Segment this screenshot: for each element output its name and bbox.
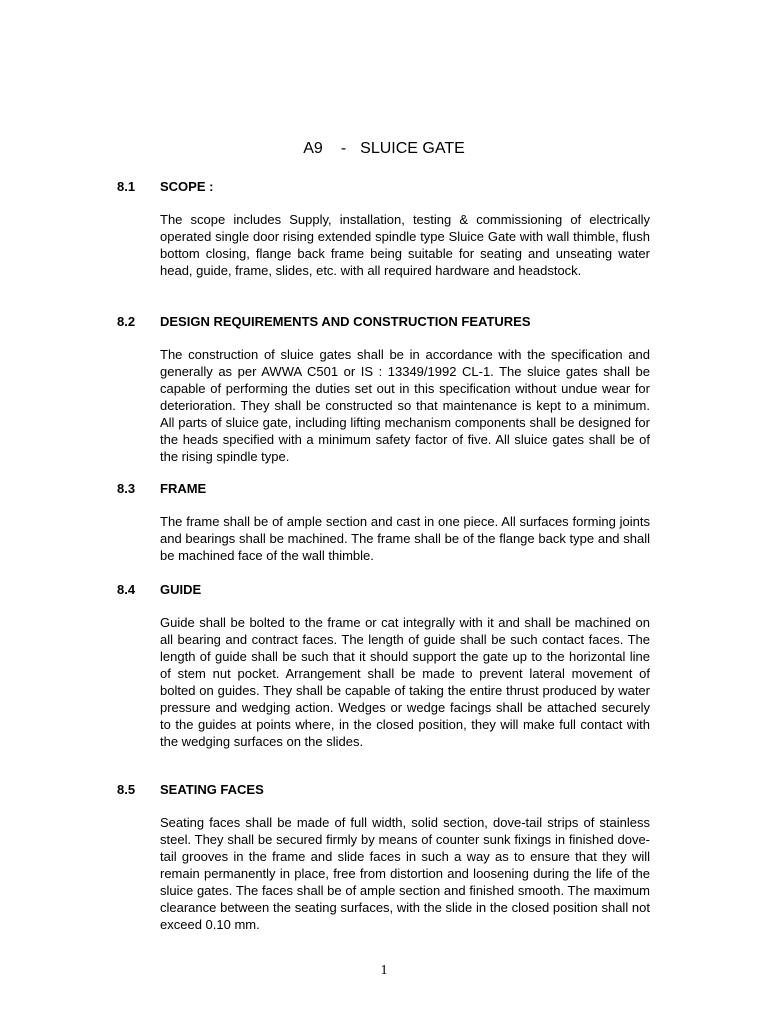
section-number: 8.4	[117, 582, 136, 597]
title-text: SLUICE GATE	[360, 140, 465, 157]
title-separator: -	[340, 140, 347, 157]
section-number: 8.3	[117, 481, 136, 496]
section-body-frame: The frame shall be of ample section and cast in one piece. All surfaces forming joints and bearings shall be machined. The frame shall be of the flange back type and shall be machined face of the wall thimble.	[160, 514, 650, 563]
title-code: A9	[303, 140, 323, 157]
section-title: DESIGN REQUIREMENTS AND CONSTRUCTION FEATURES	[160, 314, 531, 329]
section-number: 8.2	[117, 314, 136, 329]
section-body-design-requirements: The construction of sluice gates shall be in accordance with the specification and generally as per AWWA C501 or IS : 13349/1992 CL-1. The sluice gates shall be capable of performing the duties set out in this specification without undue wear for deterioration. They shall be constructed so that maintenance is kept to a minimum. All parts of sluice gate, including lifting mechanism components shall be designed for the heads specified with a minimum safety factor of five. All sluice gates shall be of the rising spindle type.	[160, 347, 650, 464]
section-title: GUIDE	[160, 582, 202, 597]
section-title: SEATING FACES	[160, 782, 264, 797]
page-title	[0, 139, 768, 159]
section-title: SCOPE :	[160, 179, 214, 194]
section-number: 8.1	[117, 179, 136, 194]
section-body-guide: Guide shall be bolted to the frame or cat integrally with it and shall be machined on all bearing and contract faces. The length of guide shall be such contact faces. The length of guide shall be such that it should support the gate up to the horizontal line of stem nut pocket. Arrangement shall be made to prevent lateral movement of bolted on guides. They shall be capable of taking the entire thrust produced by water pressure and wedging action. Wedges or wedge facings shall be attached securely to the guides at points where, in the closed position, they will make full contact with the wedging surfaces on the slides.	[160, 615, 650, 749]
section-number: 8.5	[117, 782, 136, 797]
section-body-seating-faces: Seating faces shall be made of full width, solid section, dove-tail strips of stainless steel. They shall be secured firmly by means of counter sunk fixings in finished dove-tail grooves in the frame and slide faces in such a way as to ensure that they will remain permanently in place, free from distortion and loosening during the life of the sluice gates. The faces shall be of ample section and finished smooth. The maximum clearance between the seating surfaces, with the slide in the closed position shall not exceed 0.10 mm.	[160, 815, 650, 932]
page-number: 1	[380, 963, 388, 978]
section-body-scope: The scope includes Supply, installation, testing & commissioning of electrically operated single door rising extended spindle type Sluice Gate with wall thimble, flush bottom closing, flange back frame being suitable for seating and unseating water head, guide, frame, slides, etc. with all required hardware and headstock.	[160, 212, 650, 278]
section-title: FRAME	[160, 481, 207, 496]
